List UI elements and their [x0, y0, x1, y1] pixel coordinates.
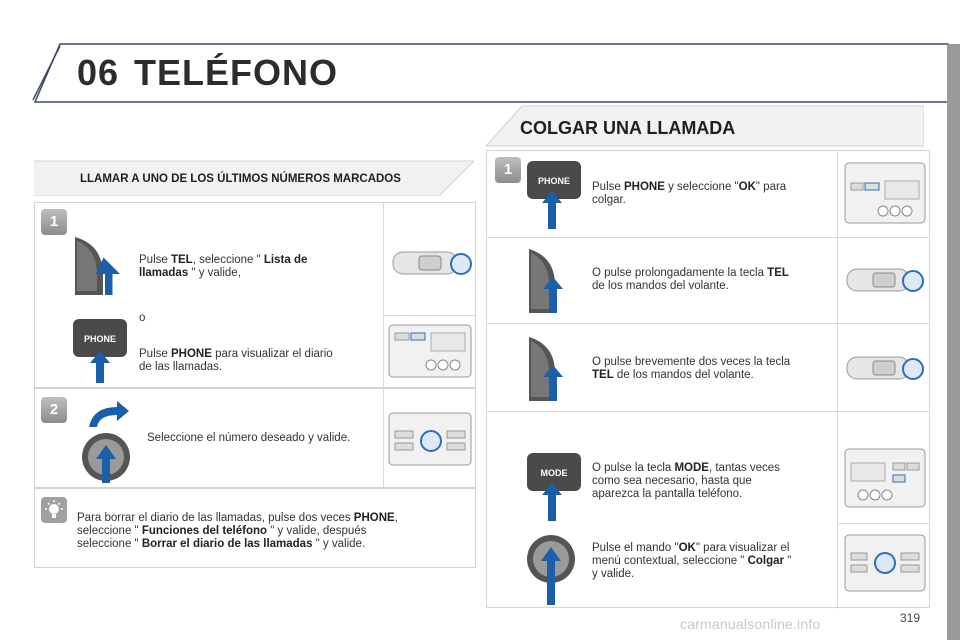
steering-control-illustration	[843, 343, 927, 399]
chapter-title: TELÉFONO	[134, 52, 338, 93]
divider	[487, 237, 930, 238]
svg-text:MODE: MODE	[540, 468, 568, 478]
radio-knob-illustration	[387, 399, 473, 477]
step1-tel-text: Pulse TEL, seleccione " Lista de llamadas " y valide,	[139, 254, 308, 279]
step2-panel	[34, 388, 476, 488]
radio-knob-illustration	[843, 527, 927, 603]
left-section-heading	[34, 156, 474, 196]
steering-stalk-icon	[529, 335, 579, 405]
right-heading-text: COLGAR UNA LLAMADA	[520, 118, 736, 138]
steering-stalk-icon	[75, 235, 135, 295]
divider	[383, 315, 476, 316]
radio-panel-illustration	[843, 445, 927, 513]
step1-panel	[34, 202, 476, 388]
tip-panel	[34, 488, 476, 568]
row5-text: Pulse el mando "OK" para visualizar el menú contextual, seleccione " Colgar " y valide.	[592, 542, 792, 580]
steering-control-illustration	[843, 255, 927, 311]
chapter-header	[0, 0, 960, 110]
divider	[837, 151, 838, 609]
right-section-heading	[486, 104, 924, 144]
phone-button-icon	[527, 161, 583, 231]
rotary-knob-icon	[79, 399, 139, 485]
watermark: carmanualsonline.info	[680, 616, 821, 632]
radio-panel-illustration	[843, 159, 927, 229]
chapter-number: 06	[77, 52, 120, 93]
row1-text: Pulse PHONE y seleccione "OK" para colgar.	[592, 181, 787, 206]
divider	[487, 411, 930, 412]
divider	[383, 203, 384, 389]
or-text: o	[139, 312, 146, 324]
step1-phone-text: Pulse PHONE para visualizar el diario de las llamadas.	[139, 348, 333, 373]
step2-text: Seleccione el número deseado y valide.	[147, 432, 351, 444]
phone-button-icon	[73, 319, 129, 385]
step-badge-1: 1	[41, 209, 67, 235]
divider	[837, 523, 930, 524]
svg-text:PHONE: PHONE	[83, 334, 117, 344]
steering-stalk-icon	[529, 247, 579, 317]
lightbulb-icon	[41, 497, 67, 523]
tip-text: Para borrar el diario de las llamadas, pulse dos veces PHONE, seleccione " Funciones del teléfono " y valide, después seleccione " Borrar el diario de las llamadas " y valide.	[77, 512, 398, 550]
row2-text: O pulse prolongadamente la tecla TEL de los mandos del volante.	[592, 267, 789, 292]
mode-button-icon	[527, 453, 583, 523]
row3-text: O pulse brevemente dos veces la tecla TEL de los mandos del volante.	[592, 356, 791, 381]
step-badge-2: 2	[41, 397, 67, 423]
hangup-panel	[486, 150, 930, 608]
radio-panel-illustration	[387, 323, 473, 379]
row4-text: O pulse la tecla MODE, tantas veces como sea necesario, hasta que aparezca la pantalla teléfono.	[592, 462, 780, 500]
page-edge-tab	[947, 44, 960, 640]
divider	[487, 323, 930, 324]
steering-control-illustration	[389, 238, 473, 294]
divider	[383, 389, 384, 489]
rotary-knob-icon	[523, 531, 583, 607]
left-heading-text: LLAMAR A UNO DE LOS ÚLTIMOS NÚMEROS MARCADOS	[80, 173, 401, 185]
page-number: 319	[899, 611, 920, 625]
svg-text:PHONE: PHONE	[537, 176, 571, 186]
step-badge-1: 1	[495, 157, 521, 183]
